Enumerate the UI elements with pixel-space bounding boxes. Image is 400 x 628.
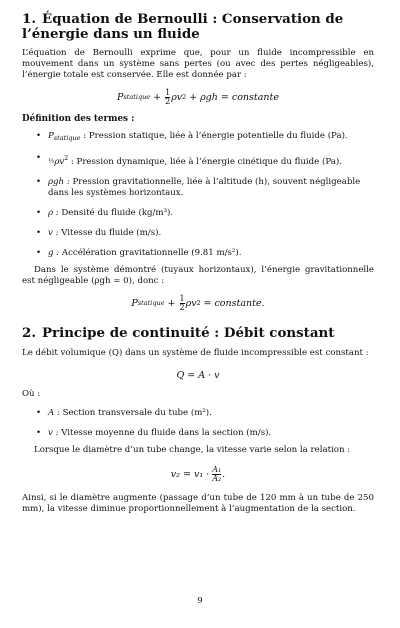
bullet-icon: •	[36, 428, 42, 438]
frac-num: 1	[165, 87, 171, 97]
definitions-heading: Définition des termes :	[22, 114, 135, 124]
list-item: • $\frac{1}{2}\rho v^2$ : Pression dynamique, liée à l’énergie cinétique du fluide (Pa).	[36, 153, 342, 167]
bullet-icon: •	[36, 248, 42, 258]
eq-rho-v: ρv	[171, 91, 183, 103]
def-symbol: g :	[48, 248, 60, 258]
area-ratio	[212, 466, 221, 483]
def-text: Pression dynamique, liée à l’énergie cinétique du fluide (Pa).	[76, 157, 342, 167]
def-symbol: A :	[48, 408, 60, 418]
eq-term-p: P	[117, 91, 124, 103]
def-text: Densité du fluide (kg/m³).	[61, 208, 174, 218]
list-item: • $P_{statique}$ : Pression statique, liée à l’énergie potentielle du fluide (Pa).	[36, 131, 348, 142]
list-item	[36, 408, 374, 419]
frac-den: 2	[179, 302, 185, 312]
def-text: Pression gravitationnelle, liée à l’altitude (h), souvent négligeable dans les systèmes horizontaux.	[48, 177, 361, 198]
eq-rest: + ρgh = constante	[189, 91, 279, 103]
def-sub: statique	[53, 134, 81, 142]
section-1-title: Équation de Bernoulli : Conservation de l’énergie dans un fluide	[22, 11, 344, 42]
list-item	[36, 208, 374, 219]
bullet-icon: •	[36, 408, 42, 418]
def-text: Vitesse du fluide (m/s).	[61, 228, 162, 238]
def-symbol: v :	[48, 228, 59, 238]
bullet-icon: •	[36, 208, 42, 218]
eq-term-p: P	[131, 297, 138, 309]
ou-label: Où :	[22, 389, 41, 399]
list-item	[36, 428, 374, 439]
eq-plus: +	[167, 297, 176, 309]
list-item	[36, 228, 374, 239]
section-2-number: 2.	[22, 325, 36, 341]
velocity-ratio-equation	[22, 459, 374, 489]
eq-lhs: v₂ = v₁ ·	[170, 468, 210, 480]
eq-rest: = constante.	[203, 297, 265, 309]
def-text: Section transversale du tube (m²).	[62, 408, 212, 418]
bernoulli-intro: L’équation de Bernoulli exprime que, pour un fluide incompressible en mouvement dans un système sans pertes (ou avec des pertes négligeables), l’énergie totale est conservée. Elle est donnée par :	[22, 48, 374, 80]
section-1-number: 1.	[22, 11, 36, 27]
frac-den: A₂	[212, 473, 222, 483]
flow-equation: Q = A · v	[176, 369, 220, 381]
diameter-change-text: Lorsque le diamètre d’un tube change, la vitesse varie selon la relation :	[34, 445, 351, 455]
simplified-equation	[22, 290, 374, 316]
eq-sub-statique: statique	[137, 299, 165, 307]
def-symbol: v :	[48, 428, 59, 438]
eq-sq: 2	[182, 93, 187, 101]
eq-end: .	[222, 468, 226, 480]
def-text: Vitesse moyenne du fluide dans la section (m/s).	[61, 428, 272, 438]
def-text: Accélération gravitationnelle (9.81 m/s²).	[61, 248, 242, 258]
def-symbol: ρv	[54, 157, 65, 167]
conclusion-text: Ainsi, si le diamètre augmente (passage d’un tube de 120 mm à un tube de 250 mm), la vitesse diminue proportionnellement à l’augmentation de la section.	[22, 493, 374, 514]
eq-sub-statique: statique	[123, 93, 151, 101]
list-item	[36, 248, 374, 259]
continuity-intro: Le débit volumique (Q) dans un système de fluide incompressible est constant :	[22, 348, 369, 358]
bullet-icon: •	[36, 153, 42, 163]
def-symbol: P	[48, 131, 54, 141]
bullet-icon: •	[36, 228, 42, 238]
def-half: ½	[48, 157, 55, 165]
section-2-heading	[22, 326, 374, 341]
frac-num: A₁	[212, 464, 222, 474]
def-symbol: ρgh :	[48, 177, 70, 187]
bernoulli-equation	[22, 84, 374, 110]
eq-sq: 2	[196, 299, 201, 307]
list-item	[36, 177, 374, 199]
section-2-title: Principe de continuité : Débit constant	[41, 325, 335, 341]
definitions-list	[22, 131, 374, 259]
eq-rho-v: ρv	[185, 297, 197, 309]
bullet-icon: •	[36, 131, 42, 141]
def-symbol: ρ :	[48, 208, 59, 218]
horizontal-note: Dans le système démontré (tuyaux horizontaux), l’énergie gravitationnelle est négligeable (ρgh = 0), donc :	[22, 265, 374, 286]
bullet-icon: •	[36, 177, 42, 187]
section-1-heading	[22, 12, 374, 42]
def-sq: 2	[64, 155, 69, 162]
frac-num: 1	[179, 293, 185, 303]
continuity-definitions	[22, 408, 374, 439]
eq-plus: +	[153, 91, 162, 103]
def-text: Pression statique, liée à l’énergie potentielle du fluide (Pa).	[88, 131, 348, 141]
eq-half	[165, 89, 170, 106]
page-number: 9	[197, 596, 203, 606]
eq-half	[180, 295, 185, 312]
frac-den: 2	[165, 96, 171, 106]
